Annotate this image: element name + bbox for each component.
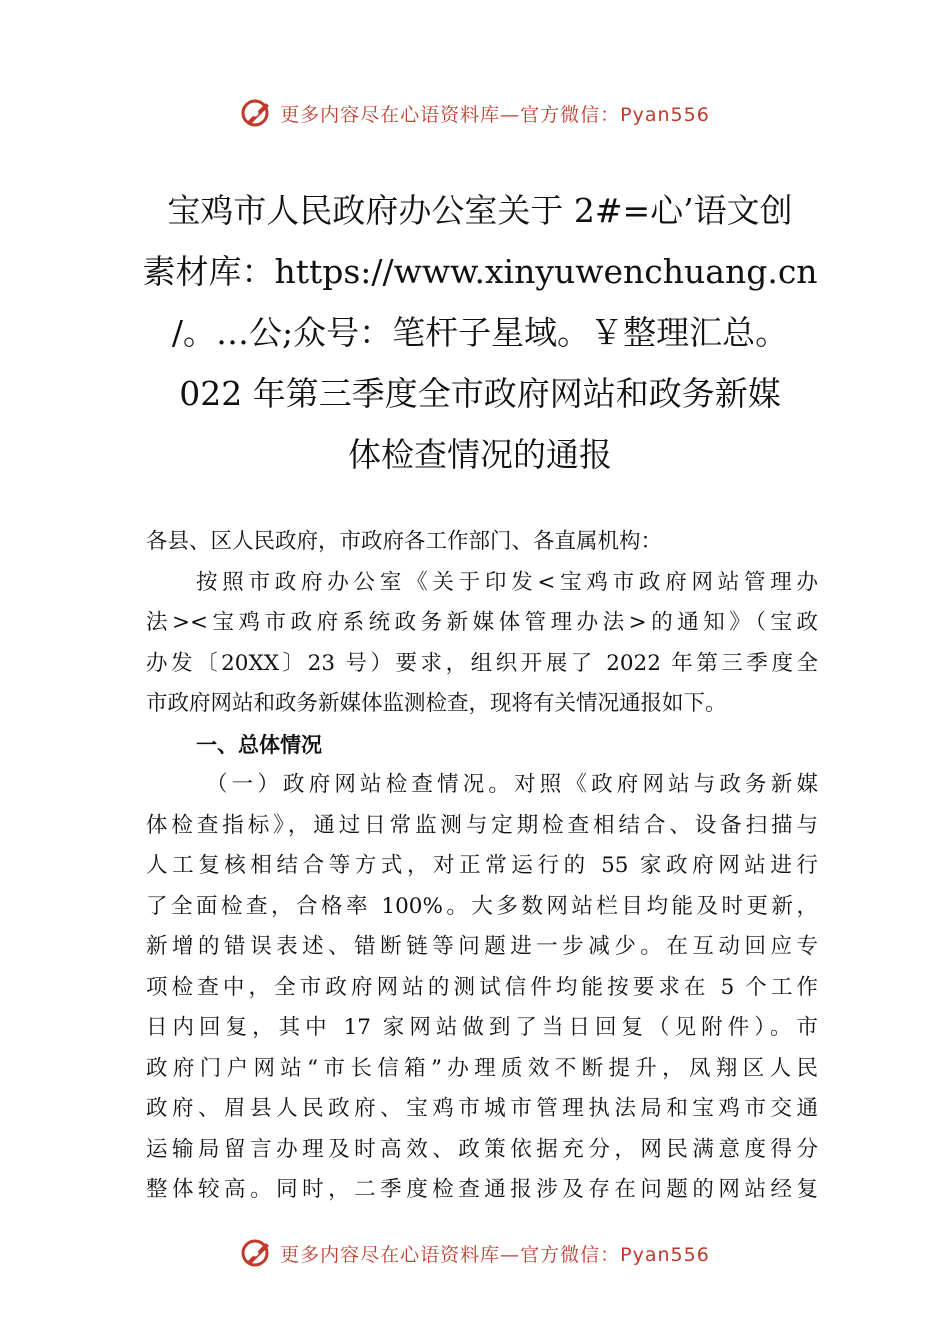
paragraph-line: 政府、眉县人民政府、宝鸡市城市管理执法局和宝鸡市交通 — [146, 1096, 818, 1121]
paragraph-line: 政府门户网站“市长信箱”办理质效不断提升，凤翔区人民 — [146, 1055, 818, 1081]
paragraph-line: 整体较高。同时，二季度检查通报涉及存在问题的网站经复 — [146, 1177, 818, 1202]
paragraph-line: 办发〔20XX〕23 号）要求，组织开展了 2022 年第三季度全 — [146, 650, 818, 676]
paragraph-line: （一）政府网站检查情况。对照《政府网站与政务新媒 — [206, 772, 818, 797]
paragraph-line: 日内回复，其中 17 家网站做到了当日回复（见附件）。市 — [146, 1015, 818, 1040]
paragraph-line: 新增的错误表述、错断链等问题进一步减少。在互动回应专 — [146, 934, 818, 959]
paragraph-line: 按照市政府办公室《关于印发<宝鸡市政府网站管理办 — [196, 569, 818, 595]
paragraph-line: 法><宝鸡市政府系统政务新媒体管理办法>的通知》（宝政 — [146, 610, 818, 635]
section-heading: 一、总体情况 — [196, 732, 322, 757]
paragraph-line: 体检查指标》，通过日常监测与定期检查相结合、设备扫描与 — [146, 812, 818, 838]
paragraph-line: 了全面检查，合格率 100%。大多数网站栏目均能及时更新， — [146, 893, 818, 919]
title-line: 022 年第三季度全市政府网站和政务新媒 — [179, 374, 781, 413]
document-body — [146, 522, 818, 1211]
pen-circle-logo-icon — [240, 1236, 274, 1270]
banner-text: 更多内容尽在心语资料库—官方微信：Pyan556 — [280, 1243, 710, 1266]
paragraph-line: 运输局留言办理及时高效、政策依据充分，网民满意度得分 — [146, 1136, 818, 1162]
paragraph-line: 项检查中，全市政府网站的测试信件均能按要求在 5 个工作 — [146, 974, 818, 1000]
paragraph-line: 人工复核相结合等方式，对正常运行的 55 家政府网站进行 — [146, 853, 818, 878]
salutation: 各县、区人民政府，市政府各工作部门、各直属机构： — [146, 529, 663, 554]
title-line: 素材库：https://www.xinyuwenchuang.cn — [142, 252, 818, 291]
document-title — [140, 180, 820, 485]
paragraph-line: 市政府网站和政务新媒体监测检查，现将有关情况通报如下。 — [146, 691, 727, 716]
title-line: 体检查情况的通报 — [348, 435, 612, 474]
header-banner — [0, 88, 950, 138]
title-line: /。…公;众号：笔杆子星域。￥整理汇总。 — [171, 313, 789, 352]
title-line: 宝鸡市人民政府办公室关于 2#=心’语文创 — [167, 191, 793, 230]
footer-banner — [0, 1228, 950, 1278]
pen-circle-logo-icon — [240, 96, 274, 130]
banner-text: 更多内容尽在心语资料库—官方微信：Pyan556 — [280, 103, 710, 126]
